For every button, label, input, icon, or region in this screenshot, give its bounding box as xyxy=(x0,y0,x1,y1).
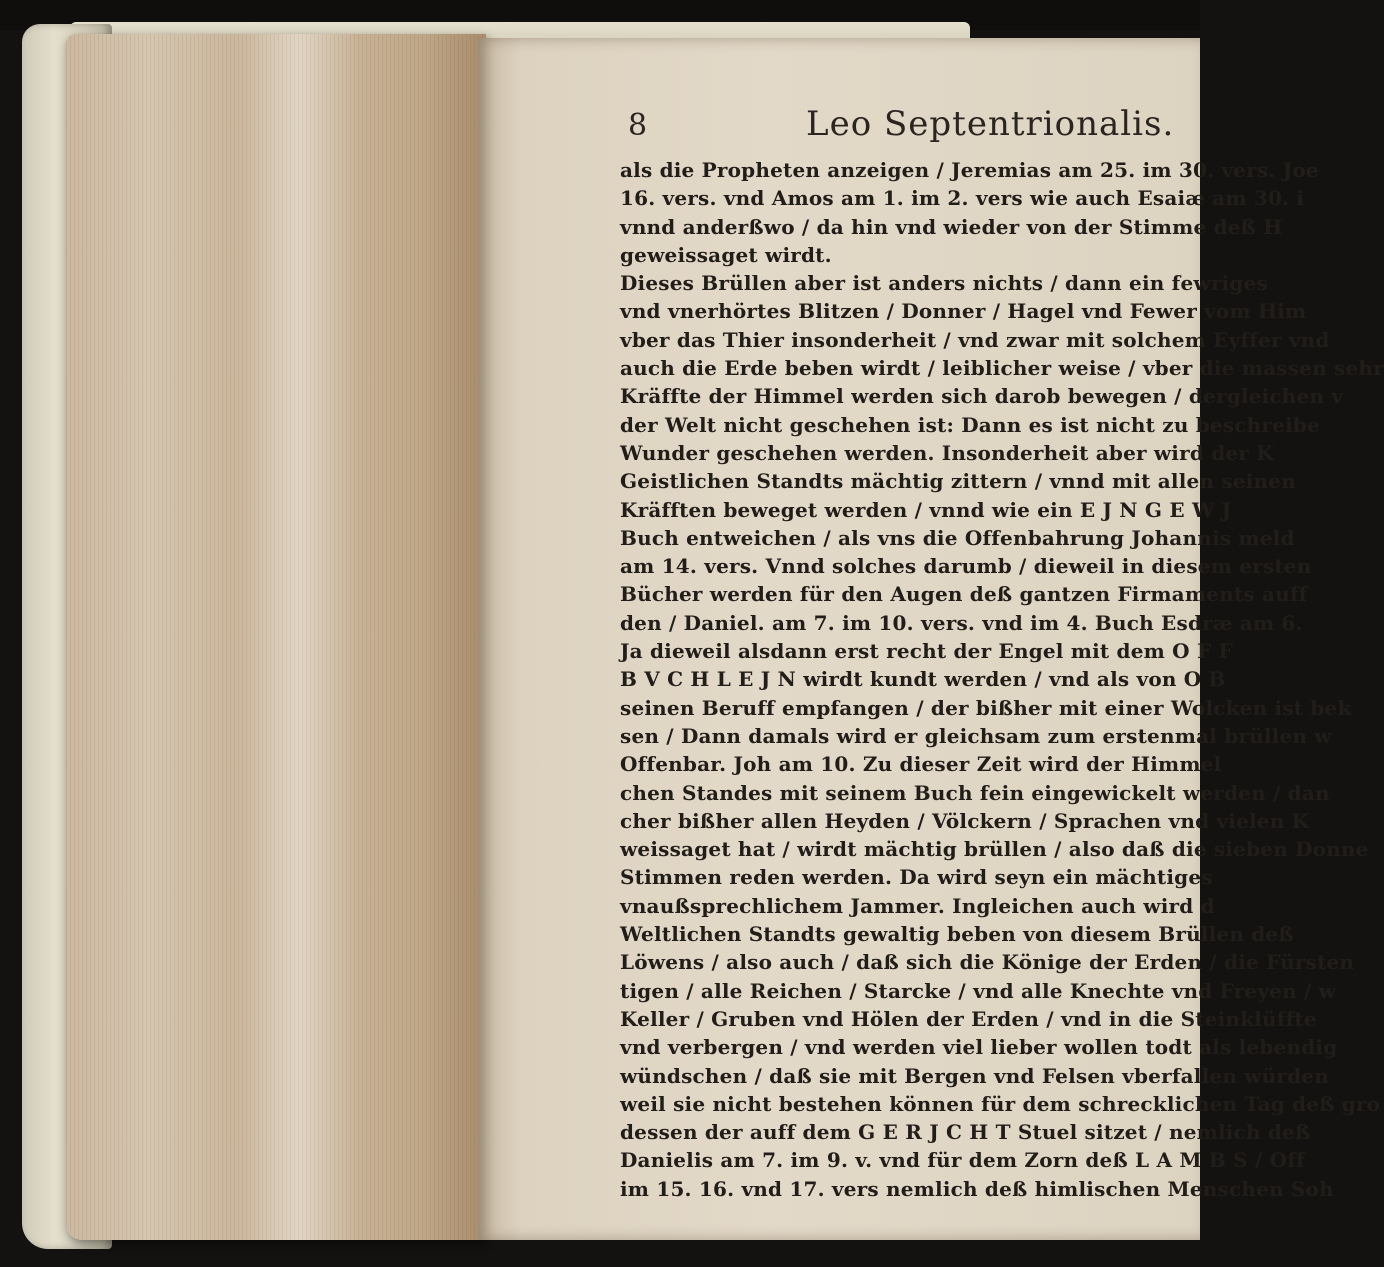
text-line: auch die Erde beben wirdt / leiblicher weise / vber die massen sehr xyxy=(620,356,1384,381)
text-line: vber das Thier insonderheit / vnd zwar mit solchem Eyffer vnd xyxy=(620,327,1330,352)
page-edges xyxy=(66,34,486,1240)
text-line: den / Daniel. am 7. im 10. vers. vnd im 4. Buch Esdræ am 6. xyxy=(620,610,1303,635)
text-line: sen / Dann damals wird er gleichsam zum erstenmal brüllen w xyxy=(620,723,1332,748)
running-title: Leo Septentrionalis. xyxy=(806,104,1175,144)
page-header xyxy=(628,104,1228,148)
text-line: Löwens / also auch / daß sich die Könige der Erden / die Fürsten xyxy=(620,950,1355,975)
page-edges-highlight xyxy=(246,34,356,1240)
text-line: dessen der auff dem G E R J C H T Stuel sitzet / nemlich deß xyxy=(620,1120,1311,1145)
text-line: vnnd anderßwo / da hin vnd wieder von der Stimme deß H xyxy=(620,214,1283,239)
open-page xyxy=(478,38,1384,1240)
text-line: vnd vnerhörtes Blitzen / Donner / Hagel vnd Fewer vom Him xyxy=(620,299,1307,324)
text-line: Stimmen reden werden. Da wird seyn ein mächtiges xyxy=(620,865,1213,890)
text-line: tigen / alle Reichen / Starcke / vnd alle Knechte vnd Freyen / w xyxy=(620,978,1337,1003)
text-line: Ja dieweil alsdann erst recht der Engel mit dem O F F xyxy=(620,639,1233,664)
text-line: im 15. 16. vnd 17. vers nemlich deß himlischen Menschen Soh xyxy=(620,1176,1334,1201)
page-number: 8 xyxy=(628,108,648,143)
text-line: Weltlichen Standts gewaltig beben von diesem Brüllen deß xyxy=(620,922,1294,947)
text-line: vnd verbergen / vnd werden viel lieber wollen todt als lebendig xyxy=(620,1035,1338,1060)
body-text xyxy=(620,156,1384,1203)
text-line: vnaußsprechlichem Jammer. Ingleichen auch wird d xyxy=(620,893,1215,918)
text-line: Dieses Brüllen aber ist anders nichts / dann ein fewriges xyxy=(620,271,1268,296)
text-line: wündschen / daß sie mit Bergen vnd Felsen vberfallen würden xyxy=(620,1063,1329,1088)
text-line: seinen Beruff empfangen / der bißher mit einer Wolcken ist bek xyxy=(620,695,1352,720)
text-line: Keller / Gruben vnd Hölen der Erden / vnd in die Steinklüffte xyxy=(620,1006,1317,1031)
text-line: als die Propheten anzeigen / Jeremias am 25. im 30. vers. Joe xyxy=(620,158,1319,182)
text-line: Kräffte der Himmel werden sich darob bewegen / dergleichen v xyxy=(620,384,1344,409)
text-line: Offenbar. Joh am 10. Zu dieser Zeit wird der Himmel xyxy=(620,752,1222,777)
text-line: 16. vers. vnd Amos am 1. im 2. vers wie auch Esaiæ am 30. i xyxy=(620,186,1305,211)
text-line: Danielis am 7. im 9. v. vnd für dem Zorn deß L A M B S / Off xyxy=(620,1148,1305,1173)
text-line: der Welt nicht geschehen ist: Dann es ist nicht zu beschreibe xyxy=(620,412,1320,437)
text-line: Bücher werden für den Augen deß gantzen Firmaments auff xyxy=(620,582,1308,607)
text-line: B V C H L E J N wirdt kundt werden / vnd als von O B xyxy=(620,667,1226,692)
text-line: cher bißher allen Heyden / Völckern / Sprachen vnd vielen K xyxy=(620,808,1310,833)
text-line: Geistlichen Standts mächtig zittern / vnnd mit allen seinen xyxy=(620,469,1296,494)
text-line: geweissaget wirdt. xyxy=(620,242,832,267)
text-line: am 14. vers. Vnnd solches darumb / dieweil in diesem ersten xyxy=(620,554,1312,579)
text-line: weil sie nicht bestehen können für dem schrecklichen Tag deß gro xyxy=(620,1091,1381,1116)
text-line: weissaget hat / wirdt mächtig brüllen / also daß die sieben Donne xyxy=(620,837,1369,862)
text-line: chen Standes mit seinem Buch fein eingewickelt werden / dan xyxy=(620,780,1330,805)
text-line: Wunder geschehen werden. Insonderheit aber wird der K xyxy=(620,440,1274,465)
text-line: Buch entweichen / als vns die Offenbahrung Johannis meld xyxy=(620,525,1295,550)
text-line: Kräfften beweget werden / vnnd wie ein E J N G E W J xyxy=(620,497,1232,522)
